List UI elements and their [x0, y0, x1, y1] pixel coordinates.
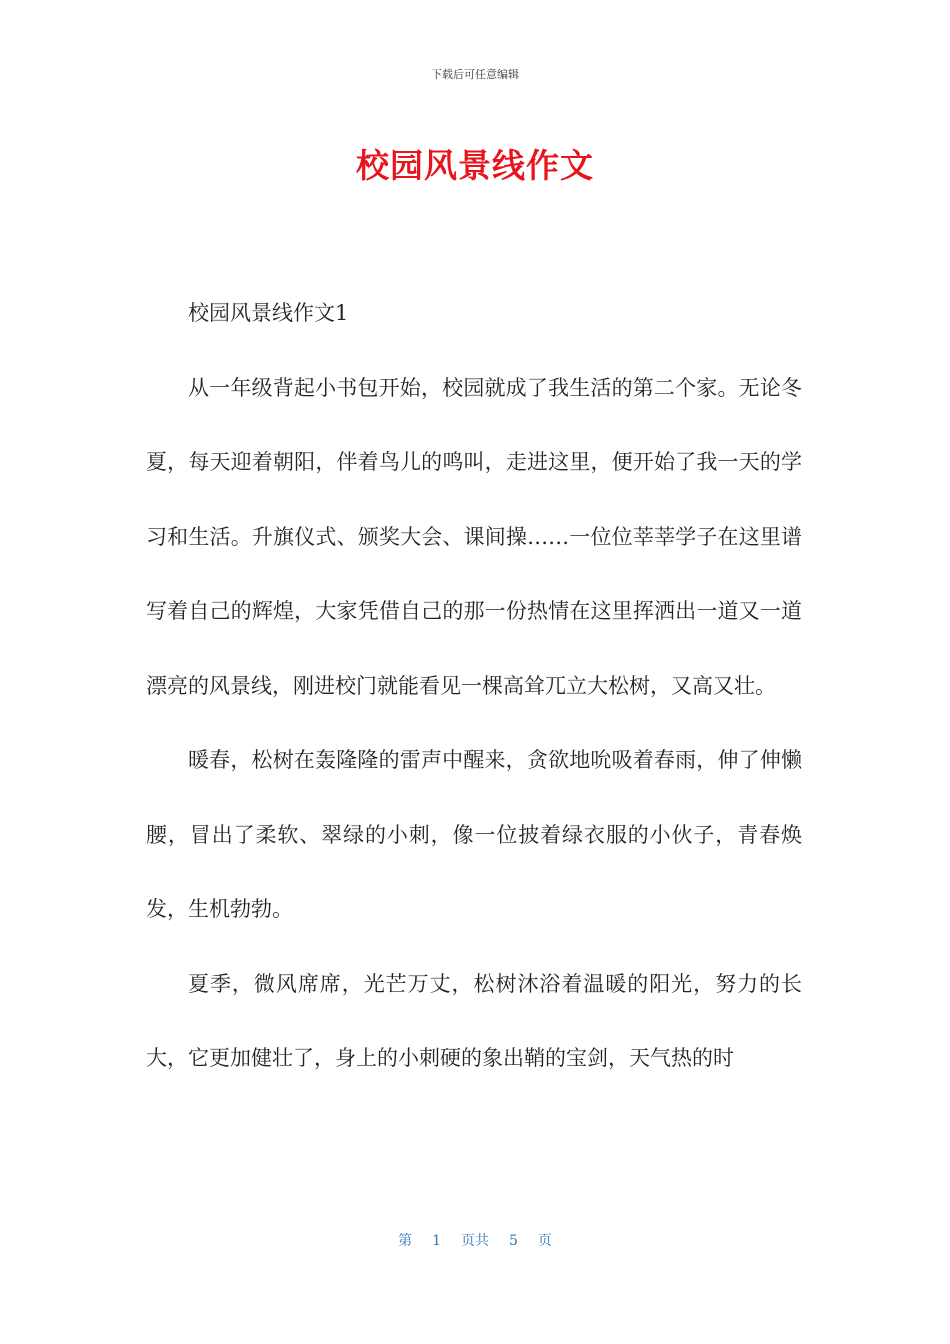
header-note: 下载后可任意编辑 — [431, 68, 519, 81]
footer-suffix: 页 — [537, 1233, 552, 1249]
section-heading: 校园风景线作文1 — [188, 301, 349, 325]
footer-page-number: 1 — [432, 1233, 441, 1249]
paragraph: 暖春，松树在轰隆隆的雷声中醒来，贪欲地吮吸着春雨，伸了伸懒腰，冒出了柔软、翠绿的小刺，像一位披着绿衣服的小伙子，青春焕发，生机勃勃。 — [146, 748, 802, 921]
document-title: 校园风景线作文 — [356, 146, 594, 185]
document-body — [146, 276, 802, 1096]
footer-total-pages: 5 — [509, 1233, 518, 1249]
page-footer — [0, 1230, 950, 1250]
footer-prefix: 第 — [398, 1233, 413, 1249]
paragraph: 从一年级背起小书包开始，校园就成了我生活的第二个家。无论冬夏，每天迎着朝阳，伴着鸟儿的鸣叫，走进这里，便开始了我一天的学习和生活。升旗仪式、颁奖大会、课间操……一位位莘莘学子在这里谱写着自己的辉煌，大家凭借自己的那一份热情在这里挥洒出一道又一道漂亮的风景线，刚进校门就能看见一棵高耸兀立大松树，又高又壮。 — [146, 375, 802, 698]
footer-middle: 页共 — [461, 1233, 489, 1249]
paragraph: 夏季，微风席席，光芒万丈，松树沐浴着温暖的阳光，努力的长大，它更加健壮了，身上的小刺硬的象出鞘的宝剑，天气热的时 — [146, 971, 802, 1070]
